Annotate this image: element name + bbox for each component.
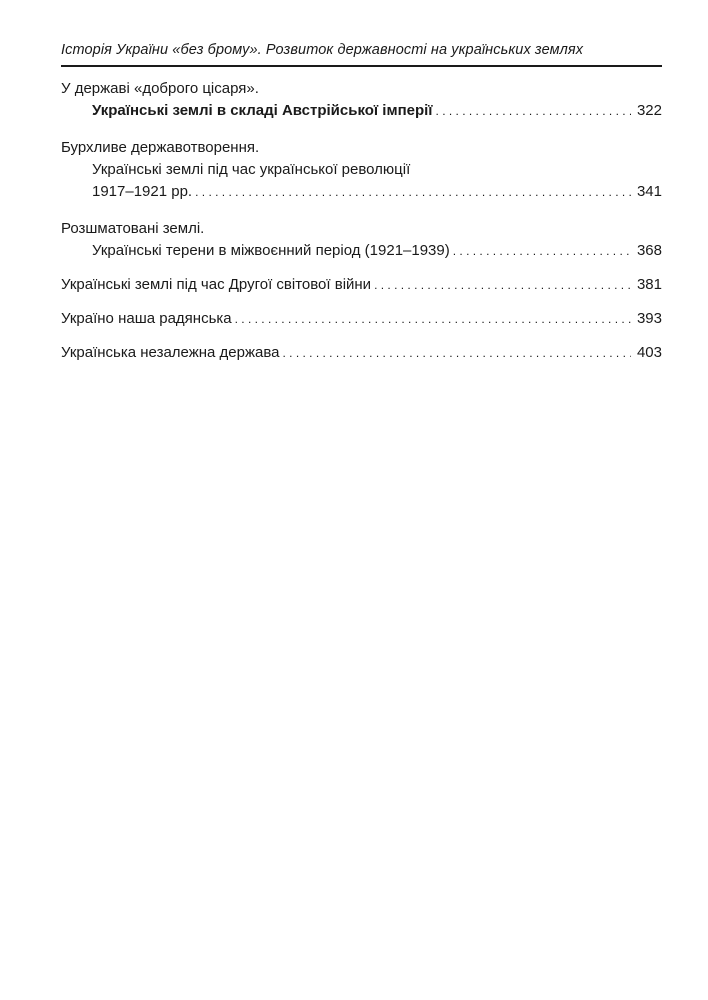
toc-entry-interwar [61, 218, 662, 262]
toc-entry-revolution [61, 137, 662, 203]
toc-entry-heading-line [61, 137, 662, 159]
toc-entry-habsburg [61, 78, 662, 122]
toc-entry-line [61, 308, 662, 330]
toc-entry-independent [61, 342, 662, 364]
toc-entry-subtitle: Українські терени в міжвоєнний період (1921–1939) [92, 242, 450, 259]
toc-entry-line [61, 342, 662, 364]
toc-entry-subtitle-line [61, 240, 662, 262]
toc-entry-heading: У державі «доброго цісаря». [61, 80, 259, 97]
toc-entry-subtitle: Українські землі під час української революції [92, 161, 411, 178]
toc-page-number: 403 [636, 344, 662, 361]
toc-entry-subtitle-continued: 1917–1921 рр. [92, 183, 193, 200]
dot-leader [235, 308, 631, 330]
toc-entry-title: Українські землі під час Другої світової війни [61, 276, 372, 293]
dot-leader [374, 274, 631, 296]
toc-entry-title: Українська незалежна держава [61, 344, 280, 361]
toc-page-number: 368 [636, 242, 662, 259]
toc-entry-heading: Бурхливе державотворення. [61, 139, 260, 156]
toc-page-number: 381 [636, 276, 662, 293]
toc-page-number: 393 [636, 310, 662, 327]
toc-entry-soviet [61, 308, 662, 330]
table-of-contents [61, 78, 662, 364]
toc-entry-subtitle: Українські землі в складі Австрійської імперії [92, 102, 433, 119]
toc-entry-ww2 [61, 274, 662, 296]
toc-entry-heading: Розшматовані землі. [61, 220, 205, 237]
toc-entry-heading-line [61, 218, 662, 240]
dot-leader [436, 100, 631, 122]
dot-leader [195, 181, 631, 203]
toc-entry-subtitle-line [61, 100, 662, 122]
toc-page-number: 341 [636, 183, 662, 200]
running-header: Історія України «без брому». Розвиток державності на українських землях [61, 42, 584, 58]
header-rule [61, 65, 662, 67]
toc-entry-line [61, 274, 662, 296]
toc-entry-heading-line [61, 78, 662, 100]
toc-entry-subtitle-line [61, 159, 662, 181]
toc-entry-title: Україно наша радянська [61, 310, 232, 327]
book-page [61, 0, 662, 1000]
toc-page-number: 322 [636, 102, 662, 119]
dot-leader [453, 240, 631, 262]
dot-leader [283, 342, 631, 364]
toc-entry-subtitle-line [61, 181, 662, 203]
